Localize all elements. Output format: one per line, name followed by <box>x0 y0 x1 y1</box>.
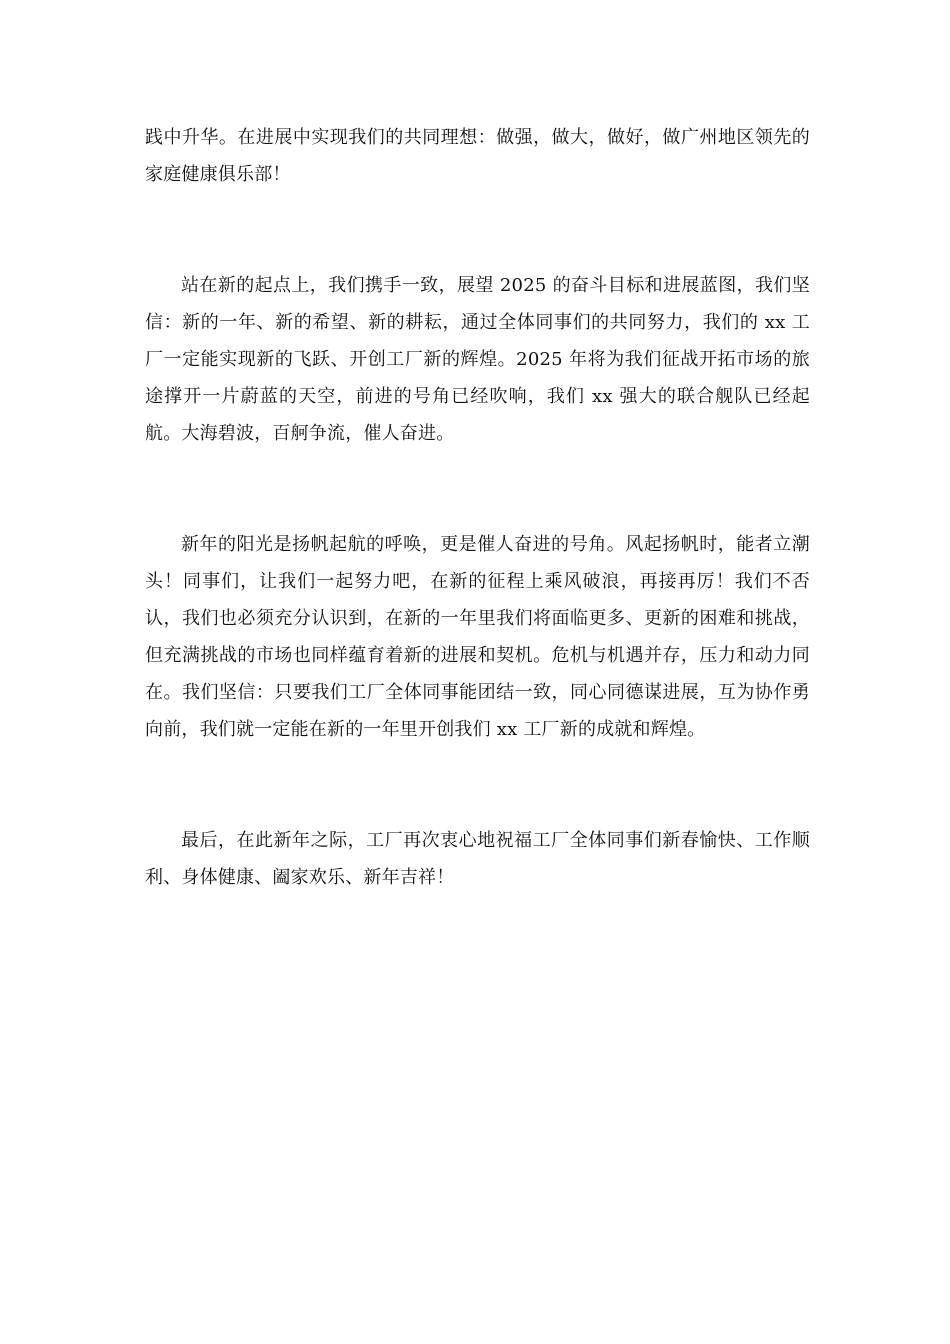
paragraph-4: 最后，在此新年之际，工厂再次衷心地祝福工厂全体同事们新春愉快、工作顺利、身体健康、阖家欢乐、新年吉祥！ <box>145 830 810 888</box>
paragraph-1: 践中升华。在进展中实现我们的共同理想：做强，做大，做好，做广州地区领先的家庭健康俱乐部！ <box>145 127 810 185</box>
paragraph-2: 站在新的起点上，我们携手一致，展望 2025 的奋斗目标和进展蓝图，我们坚信：新的一年、新的希望、新的耕耘，通过全体同事们的共同努力，我们的 xx 工厂一定能实现新的飞跃、开创工厂新的辉煌。2025 年将为我们征战开拓市场的旅途撑开一片蔚蓝的天空，前进的号角已经吹响，我们 xx 强大的联合舰队已经起航。大海碧波，百舸争流，催人奋进。 <box>145 275 810 444</box>
document-body <box>145 119 810 896</box>
paragraph-3: 新年的阳光是扬帆起航的呼唤，更是催人奋进的号角。风起扬帆时，能者立潮头！同事们，让我们一起努力吧，在新的征程上乘风破浪，再接再厉！我们不否认，我们也必须充分认识到，在新的一年里我们将面临更多、更新的困难和挑战，但充满挑战的市场也同样蕴育着新的进展和契机。危机与机遇并存，压力和动力同在。我们坚信：只要我们工厂全体同事能团结一致，同心同德谋进展，互为协作勇向前，我们就一定能在新的一年里开创我们 xx 工厂新的成就和辉煌。 <box>145 534 810 740</box>
